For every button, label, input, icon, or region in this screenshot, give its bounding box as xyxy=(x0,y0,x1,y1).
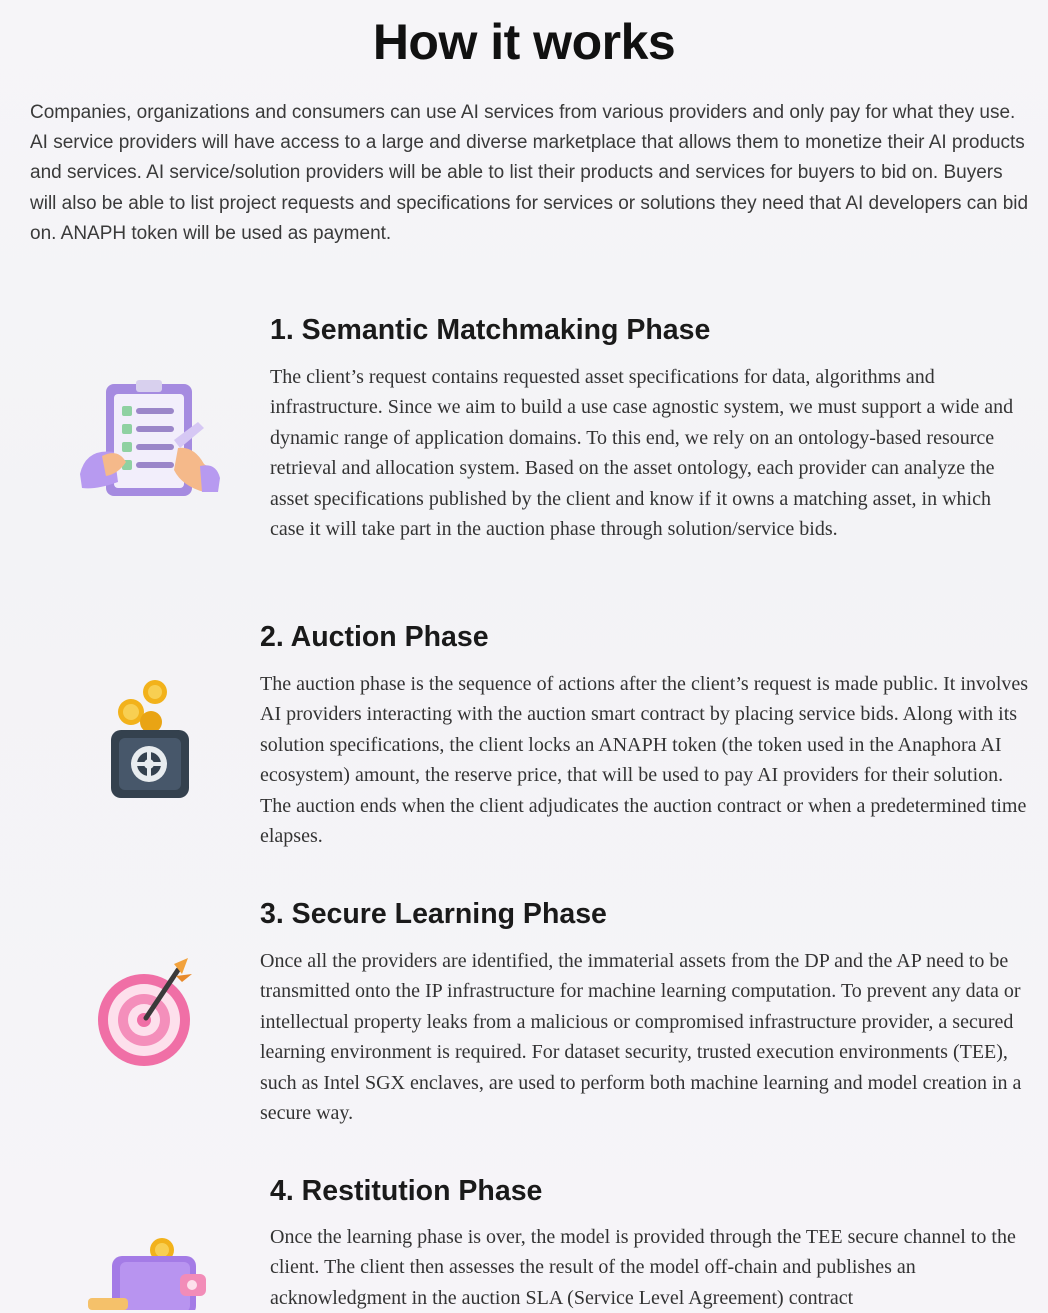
page-title: How it works xyxy=(372,14,676,70)
phase-description: Once the learning phase is over, the model is provided through the TEE secure channel to the client. The client then assesses the result of the model off-chain and publishes an acknowledgment in the auction SLA (Service Level Agreement) contract xyxy=(270,1226,1016,1309)
phase-title: 1. Semantic Matchmaking Phase xyxy=(270,314,711,346)
phase-description: The auction phase is the sequence of actions after the client’s request is made public. It involves AI providers interacting with the auction smart contract by placing service bids. Along with its solution specifications, the client locks an ANAPH token (the token used in the Anaphora AI ecosystem) amount, the reserve price, that will be used to pay AI providers for their solution. The auction ends when the client adjudicates the auction contract or when a predetermined time elapses. xyxy=(260,673,1029,848)
phase-description: The client’s request contains requested asset specifications for data, algorithms and infrastructure. Since we aim to build a use case agnostic system, we must support a wide and dynamic range of application domains. To this end, we rely on an ontology-based resource retrieval and allocation system. Based on the asset ontology, each provider can analyze the asset specifications published by the client and know if it owns a matching asset, in which case it will take part in the auction phase through solution/service bids. xyxy=(270,366,1014,541)
safe-coins-icon xyxy=(105,676,195,801)
intro-paragraph: Companies, organizations and consumers can use AI services from various providers and only pay for what they use. AI service providers will have access to a large and diverse marketplace that allows them to monetize their AI products and services. AI service/solution providers will be able to list their products and services for buyers to bid on. Buyers will also be able to list project requests and specifications for services or solutions they need that AI developers can bid on. ANAPH token will be used as payment. xyxy=(30,102,1029,244)
phase-description: Once all the providers are identified, the immaterial assets from the DP and the AP need to be transmitted onto the IP infrastructure for machine learning computation. To prevent any data or intellectual property leaks from a malicious or compromised infrastructure provider, a secured learning environment is required. For dataset security, trusted execution environments (TEE), such as Intel SGX enclaves, are used to perform both machine learning and model creation in a secure way. xyxy=(260,950,1022,1125)
wallet-coins-icon xyxy=(84,1236,214,1310)
clipboard-checklist-icon xyxy=(78,378,223,503)
phase-title: 2. Auction Phase xyxy=(260,621,489,653)
phase-title: 4. Restitution Phase xyxy=(270,1175,543,1207)
phase-title: 3. Secure Learning Phase xyxy=(260,898,607,930)
target-dart-icon xyxy=(96,956,196,1071)
